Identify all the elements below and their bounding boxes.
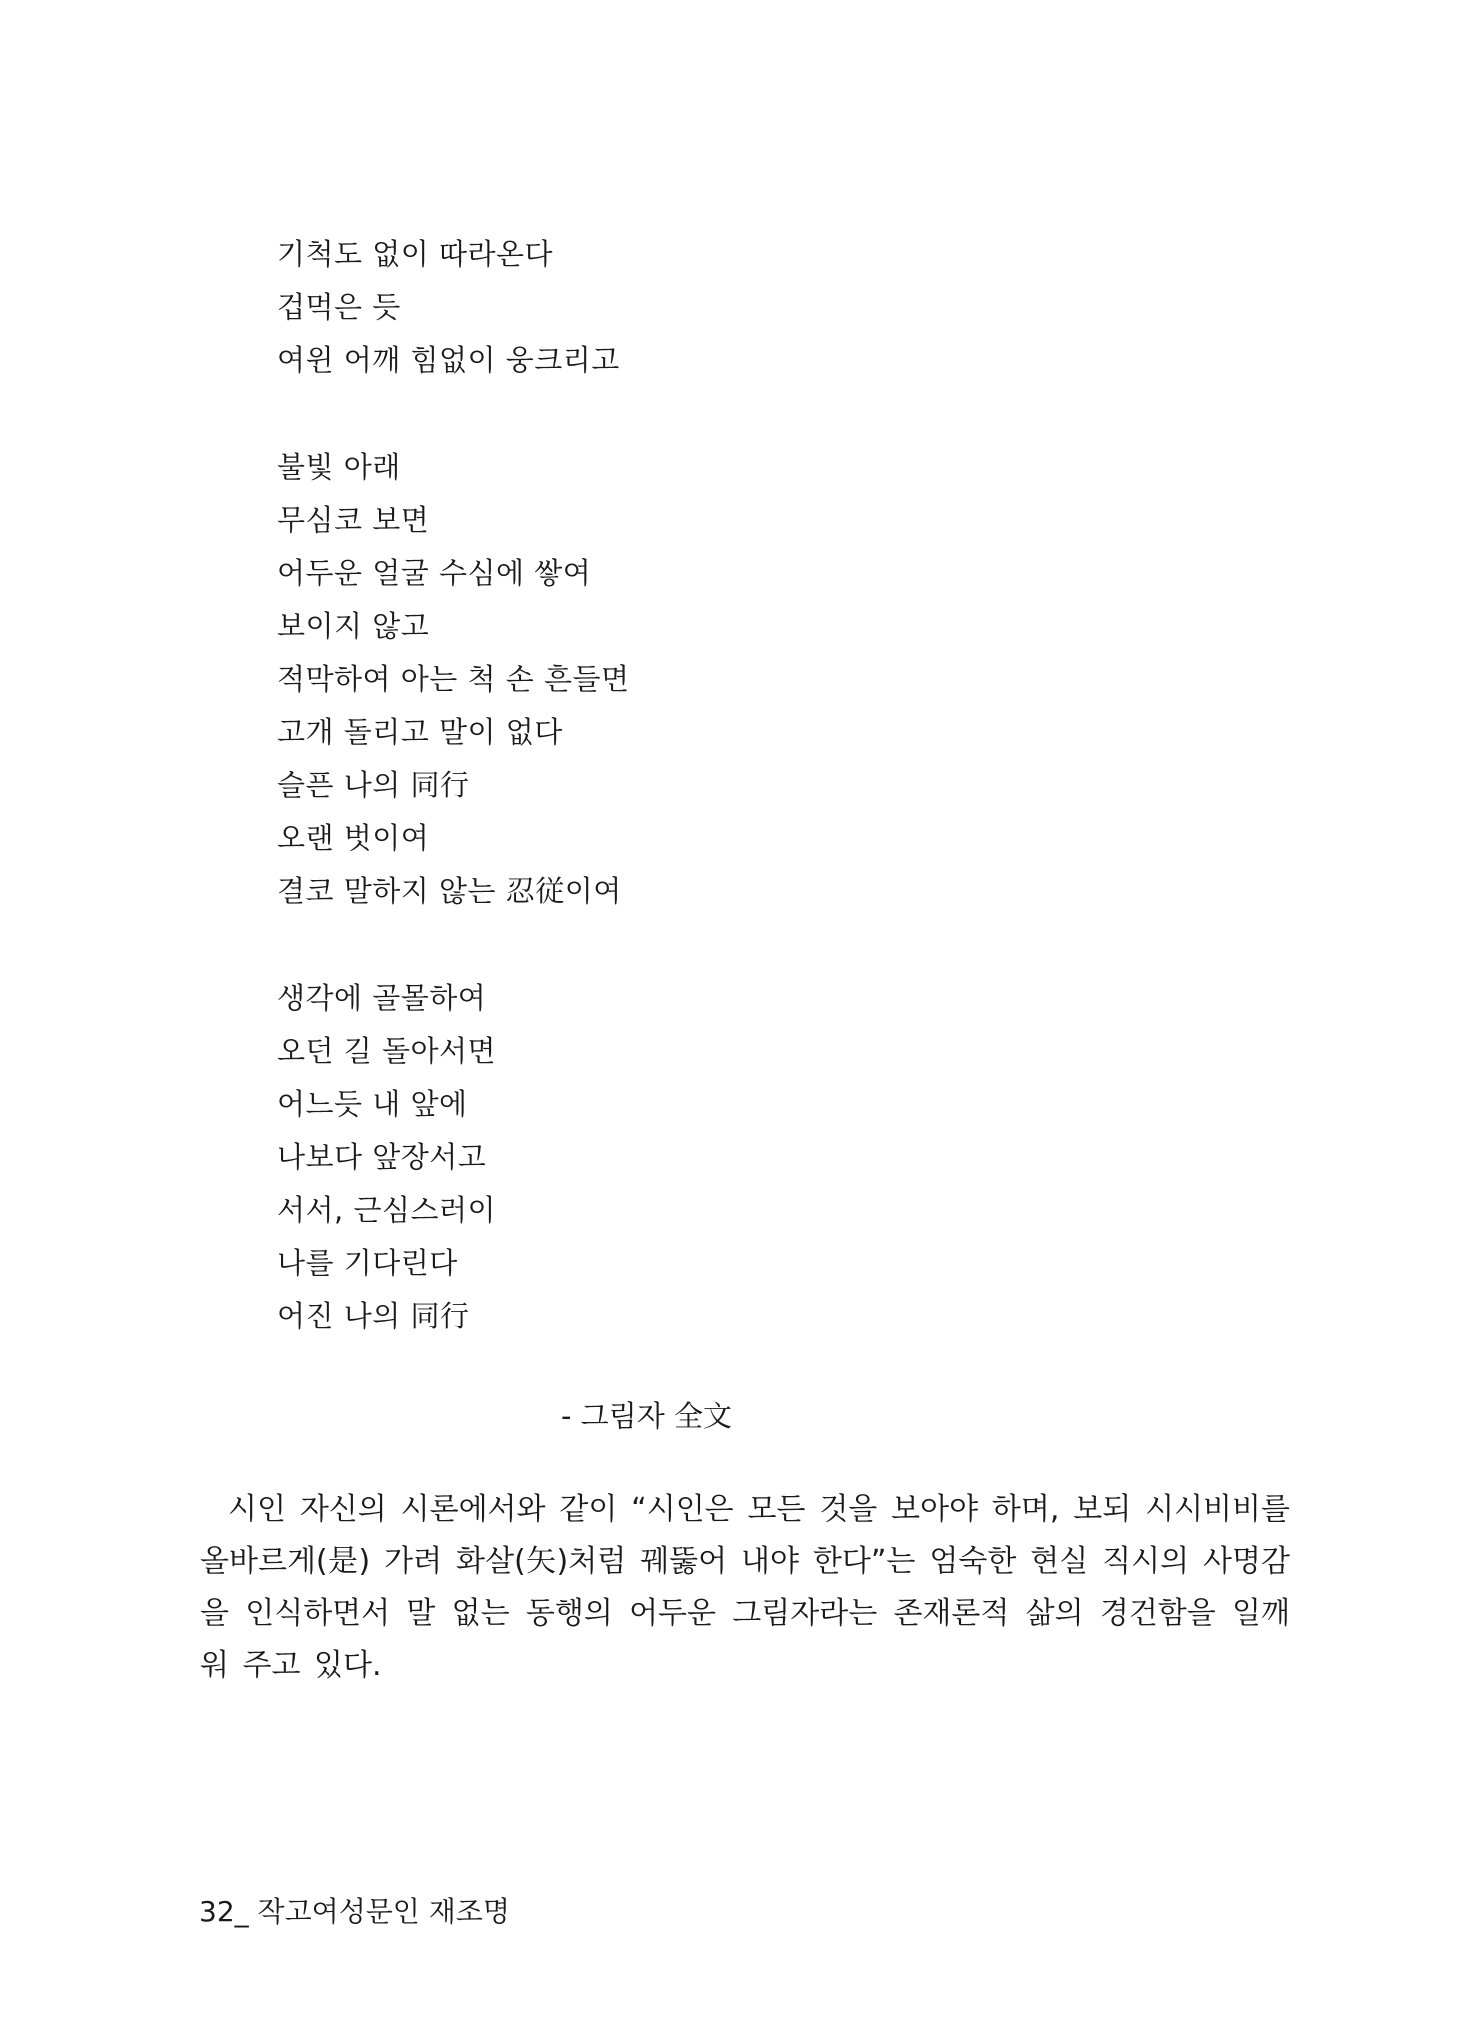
poem-line: 어진 나의 同行	[277, 1299, 470, 1333]
book-title: 작고여성문인 재조명	[257, 1895, 510, 1928]
poem-line: 서서, 근심스러이	[277, 1193, 497, 1227]
poem-line: 무심코 보면	[277, 503, 430, 537]
commentary-paragraph: 시인 자신의 시론에서와 같이 “시인은 모든 것을 보아야 하며, 보되 시시비비를 올바르게(是) 가려 화살(矢)처럼 꿰뚫어 내야 한다”는 엄숙한 현실 직시의 사명감을 인식하면서 말 없는 동행의 어두운 그림자라는 존재론적 삶의 경건함을 일깨워 주고 있다.	[200, 1492, 1290, 1683]
poem-stanza	[277, 441, 1177, 918]
poem-line: 여윈 어깨 힘없이 웅크리고	[277, 343, 620, 377]
poem-line: 나를 기다린다	[277, 1246, 458, 1280]
poem-attribution: - 그림자 全文	[561, 1399, 732, 1433]
poem-line: 생각에 골몰하여	[277, 981, 487, 1015]
poem-line: 고개 돌리고 말이 없다	[277, 715, 563, 749]
page-number: 32	[199, 1895, 235, 1928]
poem-line: 기척도 없이 따라온다	[277, 237, 554, 271]
poem-line: 적막하여 아는 척 손 흔들면	[277, 662, 630, 696]
poem-line: 겁먹은 듯	[277, 290, 401, 324]
poem	[277, 228, 1177, 1343]
poem-line: 오던 길 돌아서면	[277, 1034, 497, 1068]
poem-line: 불빛 아래	[277, 450, 401, 484]
footer-separator: _	[234, 1895, 249, 1928]
poem-stanza	[277, 972, 1177, 1343]
poem-line: 슬픈 나의 同行	[277, 768, 470, 802]
poem-line: 어두운 얼굴 수심에 쌓여	[277, 556, 592, 590]
poem-line: 오랜 벗이여	[277, 821, 430, 855]
poem-line: 어느듯 내 앞에	[277, 1087, 468, 1121]
poem-stanza	[277, 228, 1177, 387]
poem-line: 나보다 앞장서고	[277, 1140, 487, 1174]
poem-line: 결코 말하지 않는 忍従이여	[277, 874, 622, 908]
page-footer	[199, 1892, 510, 1932]
poem-line: 보이지 않고	[277, 609, 430, 643]
